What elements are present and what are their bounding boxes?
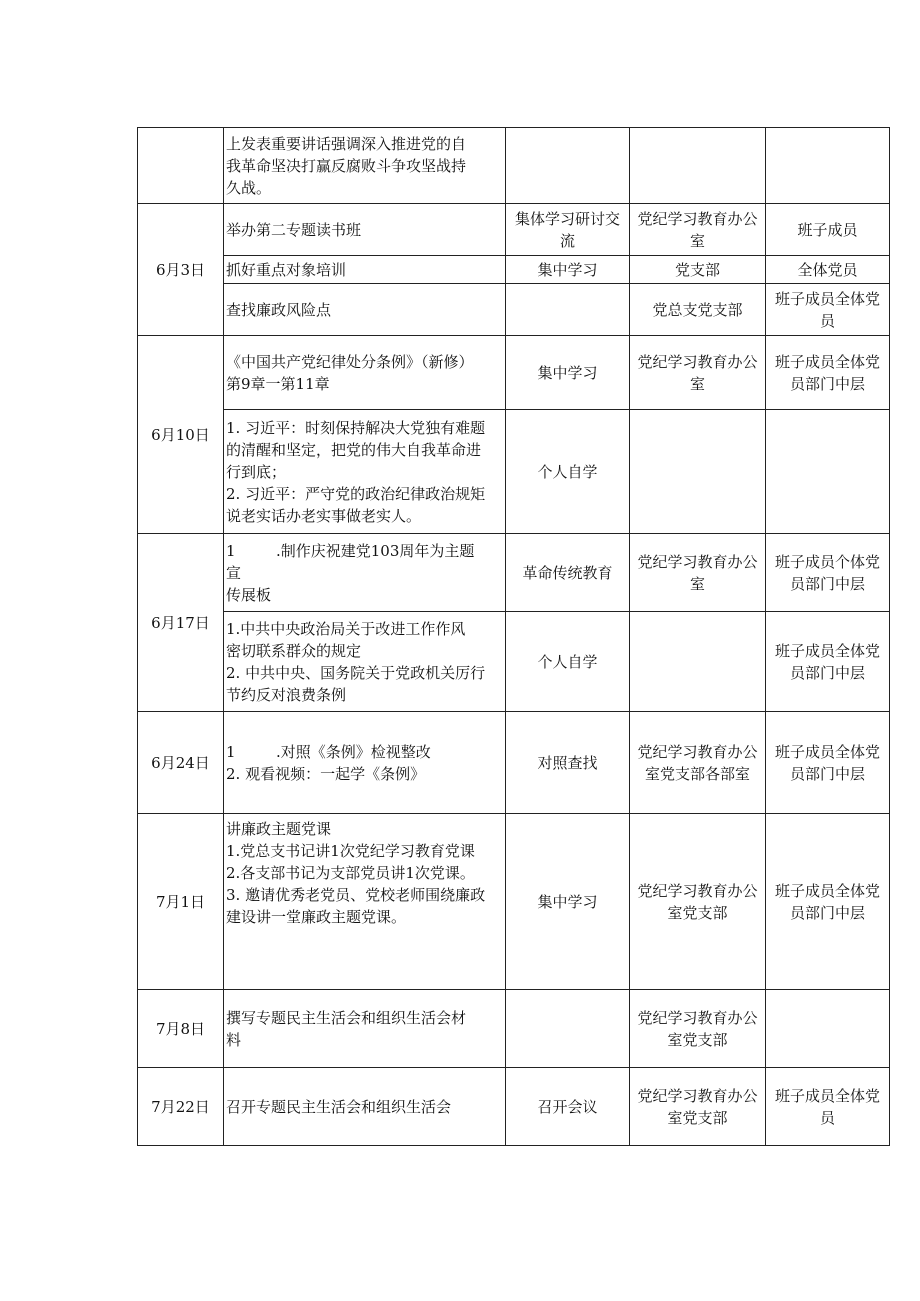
people-cell	[766, 128, 890, 204]
people-cell: 班子成员全体党员部门中层	[766, 712, 890, 814]
method-cell: 集体学习研讨交流	[506, 204, 630, 256]
content-cell: 1.中共中央政治局关于改进工作作风 密切联系群众的规定 2. 中共中央、国务院关于党政机关厉行 节约反对浪费条例	[224, 612, 506, 712]
date-cell: 7月8日	[138, 990, 224, 1068]
date-cell: 6月24日	[138, 712, 224, 814]
org-cell: 党纪学习教育办公室党支部	[630, 990, 766, 1068]
people-cell: 班子成员个体党员部门中层	[766, 534, 890, 612]
method-cell: 对照查找	[506, 712, 630, 814]
people-cell	[766, 410, 890, 534]
method-cell	[506, 990, 630, 1068]
method-cell: 革命传统教育	[506, 534, 630, 612]
method-cell: 召开会议	[506, 1068, 630, 1146]
org-cell: 党纪学习教育办公室	[630, 336, 766, 410]
people-cell: 班子成员全体党员部门中层	[766, 612, 890, 712]
people-cell: 班子成员全体党员	[766, 1068, 890, 1146]
table-row	[138, 256, 890, 284]
org-cell	[630, 128, 766, 204]
content-cell: 1 .制作庆祝建党103周年为主题 宣 传展板	[224, 534, 506, 612]
people-cell: 全体党员	[766, 256, 890, 284]
people-cell: 班子成员全体党员部门中层	[766, 336, 890, 410]
date-cell: 6月17日	[138, 534, 224, 712]
org-cell: 党纪学习教育办公室	[630, 204, 766, 256]
table-row	[138, 336, 890, 410]
method-cell	[506, 128, 630, 204]
date-cell: 7月22日	[138, 1068, 224, 1146]
date-cell	[138, 128, 224, 204]
content-cell: 查找廉政风险点	[224, 284, 506, 336]
content-cell: 抓好重点对象培训	[224, 256, 506, 284]
content-cell: 讲廉政主题党课 1.党总支书记讲1次党纪学习教育党课 2.各支部书记为支部党员讲1次党课。 3. 邀请优秀老党员、党校老师围绕廉政 建设讲一堂廉政主题党课。	[224, 814, 506, 990]
schedule-table	[137, 127, 890, 1146]
org-cell	[630, 612, 766, 712]
content-cell: 1 .对照《条例》检视整改 2. 观看视频：一起学《条例》	[224, 712, 506, 814]
org-cell	[630, 410, 766, 534]
org-cell: 党支部	[630, 256, 766, 284]
people-cell: 班子成员全体党员部门中层	[766, 814, 890, 990]
org-cell: 党纪学习教育办公室党支部各部室	[630, 712, 766, 814]
method-cell	[506, 284, 630, 336]
content-cell: 《中国共产党纪律处分条例》（新修） 第9章一第11章	[224, 336, 506, 410]
people-cell	[766, 990, 890, 1068]
content-cell: 撰写专题民主生活会和组织生活会材 料	[224, 990, 506, 1068]
method-cell: 个人自学	[506, 410, 630, 534]
org-cell: 党纪学习教育办公室	[630, 534, 766, 612]
people-cell: 班子成员	[766, 204, 890, 256]
date-cell: 7月1日	[138, 814, 224, 990]
table-row	[138, 990, 890, 1068]
table-row	[138, 534, 890, 612]
content-cell: 1. 习近平：时刻保持解决大党独有难题 的清醒和坚定，把党的伟大自我革命进 行到底； 2. 习近平：严守党的政治纪律政治规矩 说老实话办老实事做老实人。	[224, 410, 506, 534]
people-cell: 班子成员全体党员	[766, 284, 890, 336]
method-cell: 集中学习	[506, 814, 630, 990]
table-row	[138, 204, 890, 256]
table-row	[138, 1068, 890, 1146]
method-cell: 集中学习	[506, 336, 630, 410]
table-row	[138, 284, 890, 336]
table-row	[138, 712, 890, 814]
table-row	[138, 128, 890, 204]
date-cell: 6月10日	[138, 336, 224, 534]
org-cell: 党纪学习教育办公室党支部	[630, 1068, 766, 1146]
table-row	[138, 612, 890, 712]
table-row	[138, 814, 890, 990]
org-cell: 党纪学习教育办公室党支部	[630, 814, 766, 990]
date-cell: 6月3日	[138, 204, 224, 336]
table-row	[138, 410, 890, 534]
org-cell: 党总支党支部	[630, 284, 766, 336]
method-cell: 集中学习	[506, 256, 630, 284]
content-cell: 举办第二专题读书班	[224, 204, 506, 256]
content-cell: 召开专题民主生活会和组织生活会	[224, 1068, 506, 1146]
method-cell: 个人自学	[506, 612, 630, 712]
content-cell: 上发表重要讲话强调深入推进党的自 我革命坚决打赢反腐败斗争攻坚战持 久战。	[224, 128, 506, 204]
